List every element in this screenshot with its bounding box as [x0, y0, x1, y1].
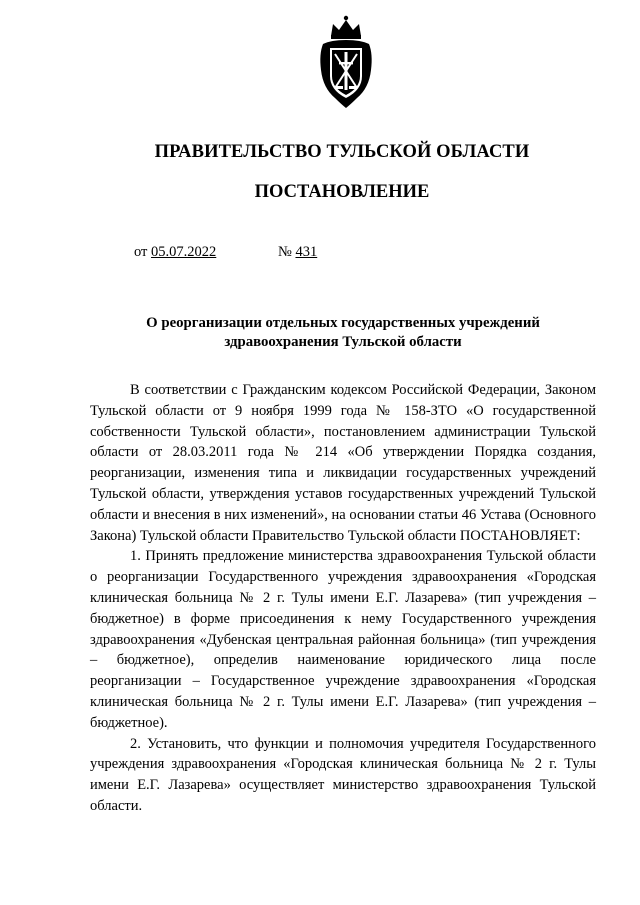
- paragraph-item-1: 1. Принять предложение министерства здравоохранения Тульской области о реорганизации Государственного учреждения здравоохранения «Городская клиническая больница № 2 г. Тулы имени Е.Г. Лазарева» (тип учреждения – бюджетное) в форме присоединения к нему Государственного учреждения здравоохранения «Дубенская центральная районная больница» (тип учреждения – бюджетное), определив наименование юридического лица после реорганизации – Государственное учреждение здравоохранения «Городская клиническая больница № 2 г. Тулы имени Е.Г. Лазарева» (тип учреждения – бюджетное).: [90, 548, 596, 731]
- number-prefix: №: [278, 244, 296, 260]
- date-prefix: от: [134, 244, 152, 260]
- document-kind: ПОСТАНОВЛЕНИЕ: [254, 182, 430, 202]
- paragraph-item-2: 2. Установить, что функции и полномочия учредителя Государственного учреждения здравоохранения «Городская клиническая больница № 2 г. Тулы имени Е.Г. Лазарева» осуществляет министерство здравоохранения Тульской области.: [90, 735, 596, 814]
- date-value: 05.07.2022: [151, 244, 217, 260]
- document-body: [90, 380, 596, 817]
- document-date: [134, 244, 216, 261]
- number-value: 431: [295, 244, 318, 260]
- paragraph-preamble: В соответствии с Гражданским кодексом Российской Федерации, Законом Тульской области от 9 ноября 1999 года № 158-ЗТО «О государственной собственности Тульской области», постановлением администрации Тульской области от 28.03.2011 года № 214 «Об утверждении Порядка создания, реорганизации, изменения типа и ликвидации государственных учреждений Тульской области, утверждения уставов государственных учреждений Тульской области и внесения в них изменений», на основании статьи 46 Устава (Основного Закона) Тульской области Правительство Тульской области ПОСТАНОВЛЯЕТ:: [90, 382, 596, 544]
- title-line-1: О реорганизации отдельных государственных учреждений: [146, 315, 540, 331]
- document-title: [90, 314, 596, 352]
- government-name: ПРАВИТЕЛЬСТВО ТУЛЬСКОЙ ОБЛАСТИ: [154, 142, 530, 162]
- tula-coat-of-arms-icon: [317, 14, 375, 110]
- title-line-2: здравоохранения Тульской области: [224, 334, 462, 350]
- document-number: [278, 244, 317, 261]
